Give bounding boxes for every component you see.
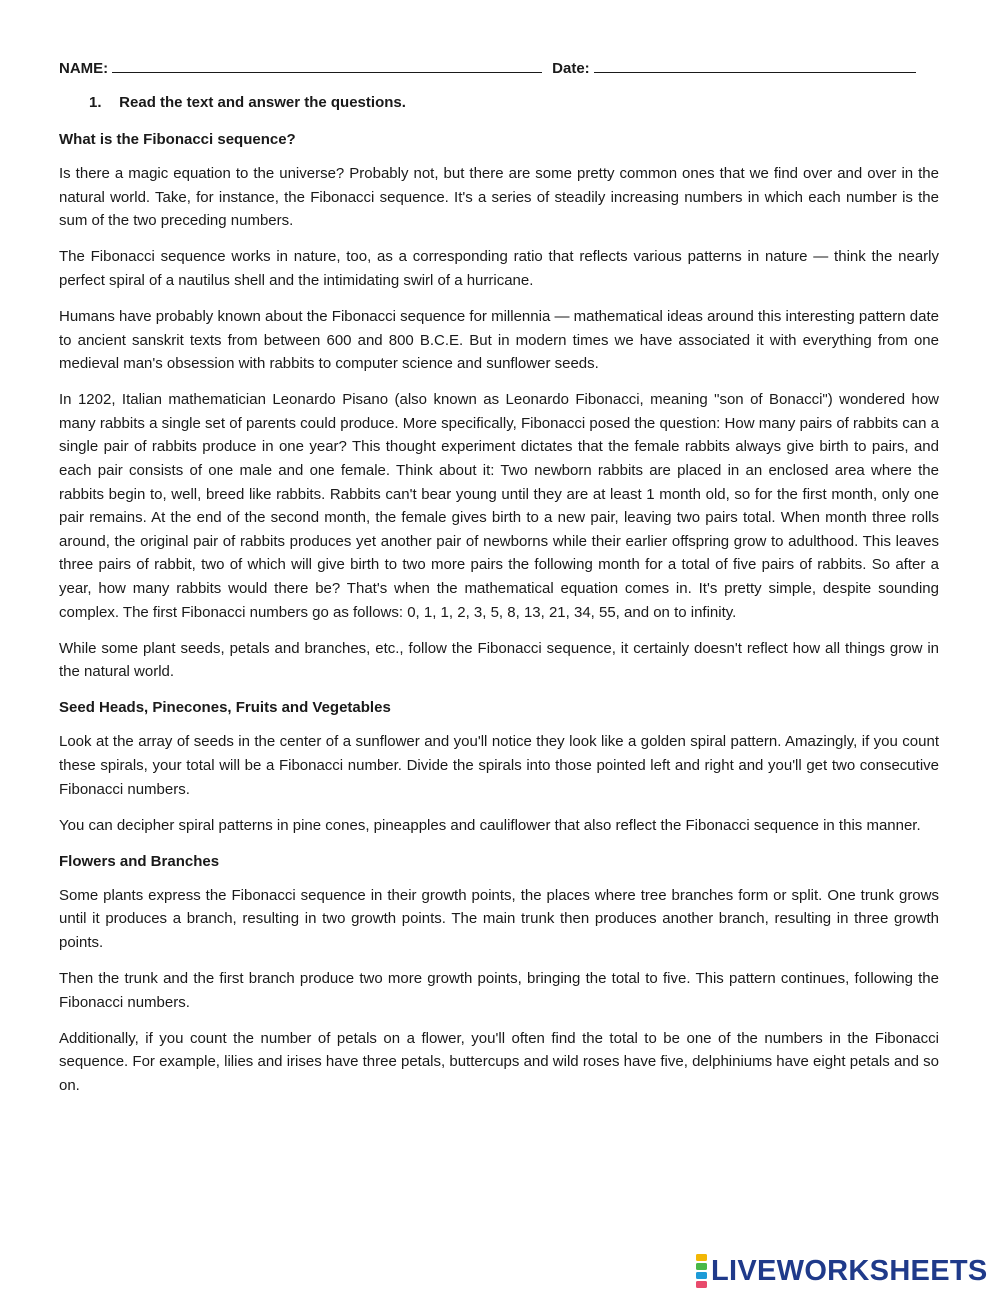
- paragraph: Is there a magic equation to the universe? Probably not, but there are some pretty common ones that we find over and over in the natural world. Take, for instance, the Fibonacci sequence. It's a series of steadily increasing numbers in which each number is the sum of the two preceding numbers.: [59, 165, 939, 230]
- date-label: Date:: [552, 60, 590, 77]
- header-line: [59, 58, 939, 80]
- logo-text: LIVEWORKSHEETS: [711, 1254, 988, 1287]
- paragraph: Then the trunk and the first branch produce two more growth points, bringing the total to five. This pattern continues, following the Fibonacci numbers.: [59, 970, 939, 1011]
- liveworksheets-logo: [696, 1252, 988, 1290]
- paragraph: The Fibonacci sequence works in nature, too, as a corresponding ratio that reflects various patterns in nature — think the nearly perfect spiral of a nautilus shell and the intimidating swirl of a hurricane.: [59, 248, 939, 289]
- logo-block: [696, 1281, 707, 1288]
- section-heading: Flowers and Branches: [59, 852, 220, 870]
- name-field[interactable]: [112, 58, 542, 73]
- logo-block: [696, 1254, 707, 1261]
- section-heading: Seed Heads, Pinecones, Fruits and Vegetables: [59, 699, 391, 717]
- instruction: [89, 94, 939, 116]
- paragraph: Humans have probably known about the Fibonacci sequence for millennia — mathematical ideas around this interesting pattern date to ancient sanskrit texts from between 600 and 800 B.C.E. But in modern times we have associated it with everything from one medieval man's obsession with rabbits to computer science and sunflower seeds.: [59, 307, 939, 373]
- paragraph: In 1202, Italian mathematician Leonardo Pisano (also known as Leonardo Fibonacci, meaning "son of Bonacci") wondered how many rabbits a single set of parents could produce. More specifically, Fibonacci posed the question: How many pairs of rabbits can a single pair of rabbits produce in one year? This thought experiment dictates that the female rabbits always give birth to pairs, and each pair consists of one male and one female. Think about it: Two newborn rabbits are placed in an enclosed area where the rabbits begin to, well, breed like rabbits. Rabbits can't bear young until they are at least 1 month old, so for the first month, only one pair remains. At the end of the second month, the female gives birth to a new pair, leaving two pairs total. When month three rolls around, the original pair of rabbits produces yet another pair of newborns while their earlier offspring grow to adulthood. This leaves three pairs of rabbit, two of which will give birth to two more pairs the following month for a total of five pairs of rabbits. So after a year, how many rabbits would there be? That's when the mathematical equation comes in. It's pretty simple, despite sounding complex. The first Fibonacci numbers go as follows: 0, 1, 1, 2, 3, 5, 8, 13, 21, 34, 55, and on to infinity.: [59, 391, 939, 621]
- logo-block: [696, 1263, 707, 1270]
- paragraph: You can decipher spiral patterns in pine cones, pineapples and cauliflower that also reflect the Fibonacci sequence in this manner.: [59, 816, 921, 834]
- paragraph: Some plants express the Fibonacci sequence in their growth points, the places where tree branches form or split. One trunk grows until it produces a branch, resulting in two growth points. The main trunk then produces another branch, resulting in three growth points.: [59, 886, 939, 951]
- worksheet-page: [59, 58, 939, 1110]
- instruction-number: 1.: [89, 94, 102, 111]
- instruction-text: Read the text and answer the questions.: [119, 94, 406, 111]
- logo-block: [696, 1272, 707, 1279]
- date-field[interactable]: [594, 58, 916, 73]
- name-label: NAME:: [59, 60, 109, 77]
- paragraph: Additionally, if you count the number of petals on a flower, you'll often find the total to be one of the numbers in the Fibonacci sequence. For example, lilies and irises have three petals, buttercups and wild roses have five, delphiniums have eight petals and so on.: [59, 1029, 939, 1094]
- section-heading: What is the Fibonacci sequence?: [59, 131, 296, 148]
- logo-blocks-icon: [696, 1254, 707, 1288]
- paragraph: While some plant seeds, petals and branches, etc., follow the Fibonacci sequence, it certainly doesn't reflect how all things grow in the natural world.: [59, 639, 939, 681]
- paragraph: Look at the array of seeds in the center of a sunflower and you'll notice they look like a golden spiral pattern. Amazingly, if you count these spirals, your total will be a Fibonacci number. Divide the spirals into those pointed left and right and you'll get two consecutive Fibonacci numbers.: [59, 733, 939, 798]
